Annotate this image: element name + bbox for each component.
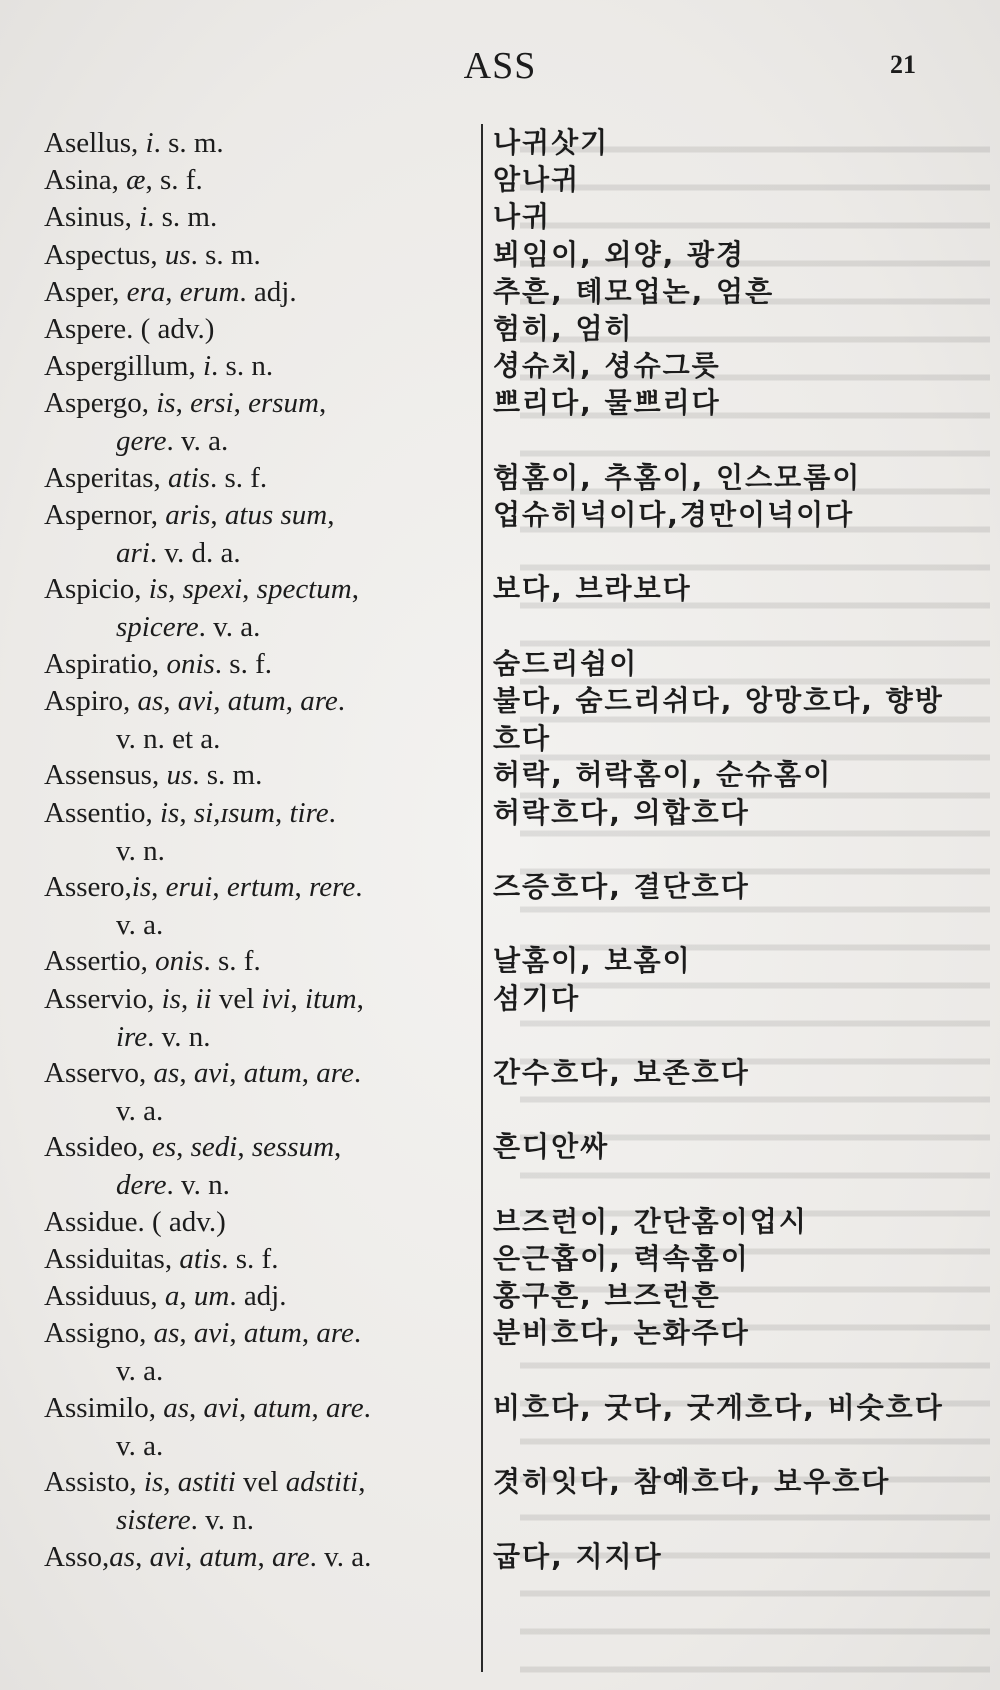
latin-headword-line: Assimilo, as, avi, atum, are.: [44, 1391, 371, 1424]
latin-headword-line: Assigno, as, avi, atum, are.: [44, 1317, 362, 1350]
latin-headword: [44, 1463, 474, 1539]
korean-gloss: 셩슈치, 셩슈그릇: [493, 349, 721, 383]
korean-gloss: 분비흐다, 논화주다: [493, 1316, 750, 1350]
korean-gloss: 험홈이, 추홈이, 인스모롬이: [493, 460, 862, 494]
korean-gloss: 숨드리쉼이: [493, 646, 639, 680]
latin-headword: [44, 1203, 474, 1241]
korean-gloss: 나귀: [493, 200, 552, 234]
latin-headword-line: Assideo, es, sedi, sessum,: [44, 1131, 342, 1164]
latin-headword: [44, 496, 474, 572]
latin-headword: [44, 1538, 474, 1576]
latin-headword: [44, 980, 474, 1056]
latin-headword-line: Asellus, i. s. m.: [44, 127, 224, 159]
korean-gloss: 겻히잇다, 참예흐다, 보우흐다: [493, 1465, 891, 1499]
korean-gloss: 비흐다, 굿다, 굿게흐다, 비숫흐다: [493, 1390, 944, 1424]
latin-headword-line: Assiduus, a, um. adj.: [44, 1280, 287, 1313]
korean-gloss: 은근홉이, 력속홈이: [493, 1242, 750, 1275]
korean-gloss: 간수흐다, 보존흐다: [493, 1056, 750, 1089]
korean-gloss: 뵈임이, 외양, 광경: [493, 237, 746, 271]
latin-headword: [44, 273, 474, 311]
latin-headword-line: Aspere. ( adv.): [44, 313, 215, 345]
latin-headword: [44, 124, 474, 162]
latin-headword-line: Assentio, is, si,ɪsum, tire.: [44, 796, 336, 829]
korean-gloss: 나귀삿기: [493, 126, 610, 159]
korean-gloss: 굽다, 지지다: [493, 1539, 663, 1573]
latin-headword-line: Assidue. ( adv.): [44, 1205, 226, 1238]
latin-headword: [44, 310, 474, 348]
page-number: 21: [890, 50, 916, 79]
korean-gloss: 업슈히넉이다,경만이넉이다: [493, 498, 855, 531]
latin-headword: [44, 198, 474, 236]
latin-headword-line: Assensus, us. s. m.: [44, 759, 263, 792]
korean-gloss: 허락, 허락홈이, 순슈홈이: [493, 758, 833, 792]
latin-headword-line: Aspectus, us. s. m.: [44, 238, 261, 271]
latin-headword: [44, 942, 474, 980]
latin-headword-continuation: ari. v. d. a.: [116, 537, 241, 569]
latin-headword-continuation: dere. v. n.: [116, 1169, 230, 1202]
latin-headword: [44, 347, 474, 385]
latin-headword-line: Assero,is, erui, ertum, rere.: [44, 871, 363, 903]
latin-headword-continuation: spicere. v. a.: [116, 611, 261, 644]
latin-headword: [44, 756, 474, 794]
latin-headword-line: Aspergo, is, ersi, ersum,: [44, 387, 327, 420]
latin-headword-continuation: v. n.: [116, 834, 165, 867]
latin-headword-continuation: v. a.: [116, 1095, 164, 1127]
korean-gloss: 추흔, 톄모업논, 엄흔: [493, 274, 775, 308]
latin-headword: [44, 794, 474, 870]
latin-headword-continuation: v. n. et a.: [116, 723, 221, 755]
latin-headword: [44, 1277, 474, 1315]
latin-headword: [44, 645, 474, 683]
latin-headword-continuation: v. a.: [116, 1355, 164, 1388]
latin-headword-line: Aspiro, as, avi, atum, are.: [44, 685, 346, 717]
korean-gloss: 흔디안싸: [493, 1130, 610, 1164]
latin-headword-line: Assiduitas, atis. s. f.: [44, 1243, 279, 1275]
latin-headword-continuation: ire. v. n.: [116, 1020, 211, 1053]
latin-headword: [44, 1389, 474, 1465]
latin-headword-line: Asperitas, atis. s. f.: [44, 461, 268, 494]
korean-gloss: 허락흐다, 의합흐다: [493, 795, 750, 829]
latin-headword-line: Asina, æ, s. f.: [44, 164, 203, 197]
latin-headword: [44, 1054, 474, 1130]
latin-headword-line: Assertio, onis. s. f.: [44, 945, 261, 978]
latin-headword-line: Aspernor, aris, atus sum,: [44, 499, 335, 531]
latin-headword: [44, 459, 474, 497]
korean-gloss: 쁘리다, 물쁘리다: [493, 386, 721, 420]
latin-headword: [44, 384, 474, 460]
latin-headword-line: Asinus, i. s. m.: [44, 201, 218, 234]
korean-gloss: 날홈이, 보홈이: [493, 944, 692, 978]
latin-headword: [44, 1128, 474, 1204]
latin-headword-line: Asservio, is, ii vel ivi, itum,: [44, 982, 364, 1015]
running-head: ASS: [463, 45, 537, 87]
latin-headword: [44, 1314, 474, 1390]
korean-gloss: 섬기다: [493, 981, 581, 1015]
korean-gloss: 브즈런이, 간단홈이업시: [493, 1204, 808, 1238]
latin-headword-line: Aspiratio, onis. s. f.: [44, 647, 272, 680]
korean-gloss: 보다, 브라보다: [493, 572, 692, 606]
latin-headword-line: Aspergillum, i. s. n.: [44, 350, 274, 383]
latin-headword-line: Asservo, as, avi, atum, are.: [44, 1057, 362, 1089]
latin-headword: [44, 868, 474, 944]
korean-gloss: 암나귀: [493, 163, 581, 197]
korean-gloss: 험히, 엄히: [493, 312, 634, 345]
latin-headword: [44, 570, 474, 646]
latin-headword: [44, 682, 474, 758]
latin-headword-line: Asper, era, erum. adj.: [44, 275, 297, 308]
latin-headword-continuation: v. a.: [116, 909, 164, 941]
latin-headword-continuation: v. a.: [116, 1429, 164, 1462]
korean-gloss: 불다, 숨드리쉬다, 앙망흐다, 향방흐다: [493, 684, 944, 755]
korean-gloss: 홍구흔, 브즈런흔: [493, 1279, 721, 1313]
latin-headword-line: Asso,as, avi, atum, are. v. a.: [44, 1540, 372, 1573]
latin-headword-line: Assisto, is, astiti vel adstiti,: [44, 1466, 366, 1499]
latin-headword: [44, 1240, 474, 1278]
latin-headword: [44, 236, 474, 274]
latin-headword-continuation: gere. v. a.: [116, 425, 229, 458]
latin-headword-line: Aspicio, is, spexi, spectum,: [44, 573, 359, 606]
latin-headword: [44, 161, 474, 199]
latin-headword-continuation: sistere. v. n.: [116, 1504, 255, 1537]
korean-gloss: 즈증흐다, 결단흐다: [493, 870, 750, 903]
